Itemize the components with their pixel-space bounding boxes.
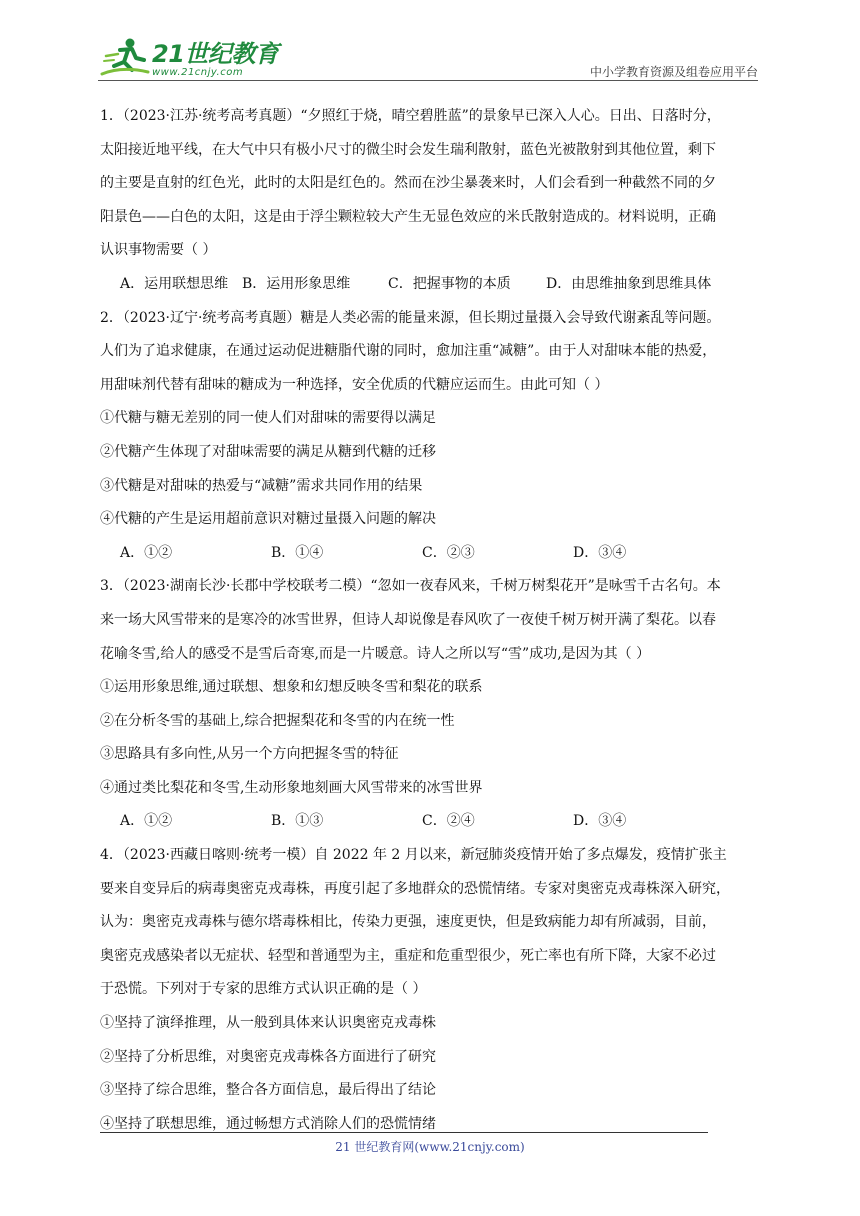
statement-item: ②坚持了分析思维，对奥密克戎毒株各方面进行了研究 bbox=[100, 1048, 436, 1065]
question-stem-line: 阳景色——白色的太阳，这是由于浮尘颗粒较大产生无显色效应的米氏散射造成的。材料说明，正确 bbox=[100, 208, 716, 225]
option-c[interactable]: C．把握事物的本质 bbox=[388, 275, 511, 292]
question-stem-line: 太阳接近地平线，在大气中只有极小尺寸的微尘时会发生瑞利散射，蓝色光被散射到其他位置，剩下 bbox=[100, 141, 716, 158]
question-stem-line: 于恐慌。下列对于专家的思维方式认识正确的是（ ） bbox=[100, 981, 427, 998]
statement-item: ④坚持了联想思维，通过畅想方式消除人们的恐慌情绪 bbox=[100, 1115, 436, 1132]
option-a[interactable]: A．①② bbox=[120, 813, 173, 830]
question-stem-line: 花喻冬雪,给人的感受不是雪后奇寒,而是一片暖意。诗人之所以写“雪”成功,是因为其（ ） bbox=[100, 645, 651, 662]
footer-divider bbox=[100, 1132, 708, 1133]
question-1 bbox=[100, 100, 764, 302]
statement-item: ③思路具有多向性,从另一个方向把握冬雪的特征 bbox=[100, 746, 399, 763]
question-stem-line: 1．（2023·江苏·统考高考真题）“夕照红于烧，晴空碧胜蓝”的景象早已深入人心。日出、日落时分， bbox=[100, 108, 721, 124]
option-d[interactable]: D．由思维抽象到思维具体 bbox=[546, 275, 712, 292]
page-header bbox=[98, 30, 758, 80]
statement-item: ②在分析冬雪的基础上,综合把握梨花和冬雪的内在统一性 bbox=[100, 712, 455, 729]
question-stem-line: 3．（2023·湖南长沙·长郡中学校联考二模）“忽如一夜春风来，千树万树梨花开”是咏雪千古名句。本 bbox=[100, 578, 721, 595]
option-a[interactable]: A．①② bbox=[120, 544, 173, 561]
answer-options bbox=[100, 537, 764, 571]
runner-logo-icon bbox=[98, 36, 150, 78]
question-stem-line: 的主要是直射的红色光，此时的太阳是红色的。然而在沙尘暴袭来时，人们会看到一种截然不同的夕 bbox=[100, 175, 716, 192]
option-b[interactable]: B．①④ bbox=[271, 544, 324, 561]
statement-item: ③代糖是对甜味的热爱与“减糖”需求共同作用的结果 bbox=[100, 477, 423, 494]
site-logo[interactable] bbox=[98, 36, 278, 78]
question-stem-line: 认为：奥密克戎毒株与德尔塔毒株相比，传染力更强，速度更快，但是致病能力却有所减弱，目前， bbox=[100, 914, 716, 931]
question-stem-line: 人们为了追求健康，在通过运动促进糖脂代谢的同时，愈加注重“减糖”。由于人对甜味本能的热爱， bbox=[100, 343, 717, 360]
answer-options bbox=[100, 805, 764, 839]
statement-item: ④通过类比梨花和冬雪,生动形象地刻画大风雪带来的冰雪世界 bbox=[100, 779, 483, 796]
option-d[interactable]: D．③④ bbox=[573, 813, 627, 830]
page-footer[interactable]: 21 世纪教育网(www.21cnjy.com) bbox=[335, 1140, 525, 1154]
question-3 bbox=[100, 570, 764, 839]
option-c[interactable]: C．②④ bbox=[422, 813, 475, 830]
logo-brand-text: 21世纪教育 bbox=[152, 40, 279, 68]
question-stem-line: 用甜味剂代替有甜味的糖成为一种选择，安全优质的代糖应运而生。由此可知（ ） bbox=[100, 376, 609, 393]
question-stem-line: 认识事物需要（ ） bbox=[100, 242, 217, 259]
question-list bbox=[100, 100, 764, 1141]
answer-options bbox=[100, 268, 764, 302]
option-d[interactable]: D．③④ bbox=[573, 544, 627, 561]
statement-item: ①代糖与糖无差别的同一使人们对甜味的需要得以满足 bbox=[100, 410, 436, 427]
statement-item: ①坚持了演绎推理，从一般到具体来认识奥密克戎毒株 bbox=[100, 1015, 436, 1032]
option-a[interactable]: A．运用联想思维 bbox=[120, 275, 229, 292]
statement-item: ④代糖的产生是运用超前意识对糖过量摄入问题的解决 bbox=[100, 511, 436, 528]
question-2 bbox=[100, 302, 764, 571]
question-stem-line: 奥密克戎感染者以无症状、轻型和普通型为主，重症和危重型很少，死亡率也有所下降，大家不必过 bbox=[100, 947, 716, 964]
statement-item: ③坚持了综合思维，整合各方面信息，最后得出了结论 bbox=[100, 1082, 436, 1099]
question-stem-line: 要来自变异后的病毒奥密克戎毒株，再度引起了多地群众的恐慌情绪。专家对奥密克戎毒株深入研究， bbox=[100, 880, 730, 897]
statement-item: ①运用形象思维,通过联想、想象和幻想反映冬雪和梨花的联系 bbox=[100, 679, 483, 696]
logo-url-text: www.21cnjy.com bbox=[152, 67, 244, 78]
option-b[interactable]: B．运用形象思维 bbox=[242, 275, 351, 292]
question-stem-line: 4．（2023·西藏日喀则·统考一模）自 2022 年 2 月以来，新冠肺炎疫情开始了多点爆发，疫情扩张主 bbox=[100, 847, 727, 864]
option-b[interactable]: B．①③ bbox=[271, 813, 324, 830]
statement-item: ②代糖产生体现了对甜味需要的满足从糖到代糖的迁移 bbox=[100, 443, 436, 460]
header-tagline: 中小学教育资源及组卷应用平台 bbox=[589, 65, 758, 79]
question-4 bbox=[100, 839, 764, 1141]
header-divider bbox=[98, 80, 758, 81]
question-stem-line: 来一场大风雪带来的是寒冷的冰雪世界，但诗人却说像是春风吹了一夜使千树万树开满了梨花。以春 bbox=[100, 611, 716, 628]
question-stem-line: 2．（2023·辽宁·统考高考真题）糖是人类必需的能量来源，但长期过量摄入会导致代谢紊乱等问题。 bbox=[100, 309, 721, 326]
option-c[interactable]: C．②③ bbox=[422, 544, 475, 561]
